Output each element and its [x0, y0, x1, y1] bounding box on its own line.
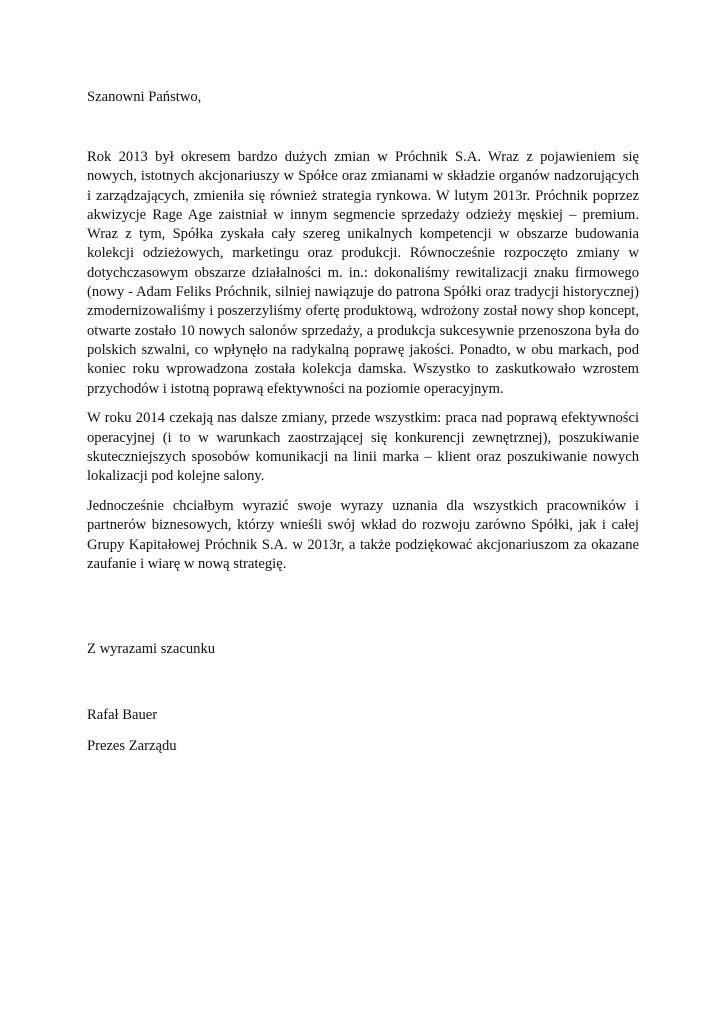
- paragraph-acknowledgements: Jednocześnie chciałbym wyrazić swoje wyrazy uznania dla wszystkich pracowników i partnerów biznesowych, którzy wnieśli swój wkład do rozwoju zarówno Spółki, jak i całej Grupy Kapitałowej Próchnik S.A. w 2013r, a także podziękować akcjonariuszom za okazane zaufanie i wiarę w nową strategię.: [87, 498, 639, 572]
- paragraph-2014-plans: W roku 2014 czekają nas dalsze zmiany, przede wszystkim: praca nad poprawą efektywności operacyjnej (i to w warunkach zaostrzającej się konkurencji zewnętrznej), poszukiwanie skuteczniejszych sposobów komunikacji na linii marka – klient oraz poszukiwanie nowych lokalizacji pod kolejne salony.: [87, 410, 639, 485]
- letter-closing: Z wyrazami szacunku: [87, 641, 216, 657]
- letter-greeting: Szanowni Państwo,: [87, 89, 202, 105]
- signer-title: Prezes Zarządu: [87, 738, 177, 754]
- letter-body: [87, 148, 639, 585]
- signer-name: Rafał Bauer: [87, 707, 158, 723]
- paragraph-2013-summary: Rok 2013 był okresem bardzo dużych zmian w Próchnik S.A. Wraz z pojawieniem się nowych, istotnych akcjonariuszy w Spółce oraz zmianami w składzie organów nadzorujących i zarządzających, zmieniła się również strategia rynkowa. W lutym 2013r. Próchnik poprzez akwizycje Rage Age zaistniał w innym segmencie sprzedaży odzieży męskiej – premium. Wraz z tym, Spółka zyskała cały szereg unikalnych kompetencji w obszarze budowania kolekcji odzieżowych, marketingu oraz produkcji. Równocześnie rozpoczęto zmiany w dotychczasowym obszarze działalności m. in.: dokonaliśmy rewitalizacji znaku firmowego (nowy - Adam Feliks Próchnik, silniej nawiązuje do patrona Spółki oraz tradycji historycznej) zmodernizowaliśmy i poszerzyliśmy ofertę produktową, wdrożony został nowy shop koncept, otwarte zostało 10 nowych salonów sprzedaży, a produkcja sukcesywnie przenoszona była do polskich szwalni, co wpłynęło na radykalną poprawę jakości. Ponadto, w obu markach, pod koniec roku wprowadzona została kolekcja damska. Wszystko to zaskutkowało wzrostem przychodów i istotną poprawą efektywności na poziomie operacyjnym.: [87, 149, 639, 397]
